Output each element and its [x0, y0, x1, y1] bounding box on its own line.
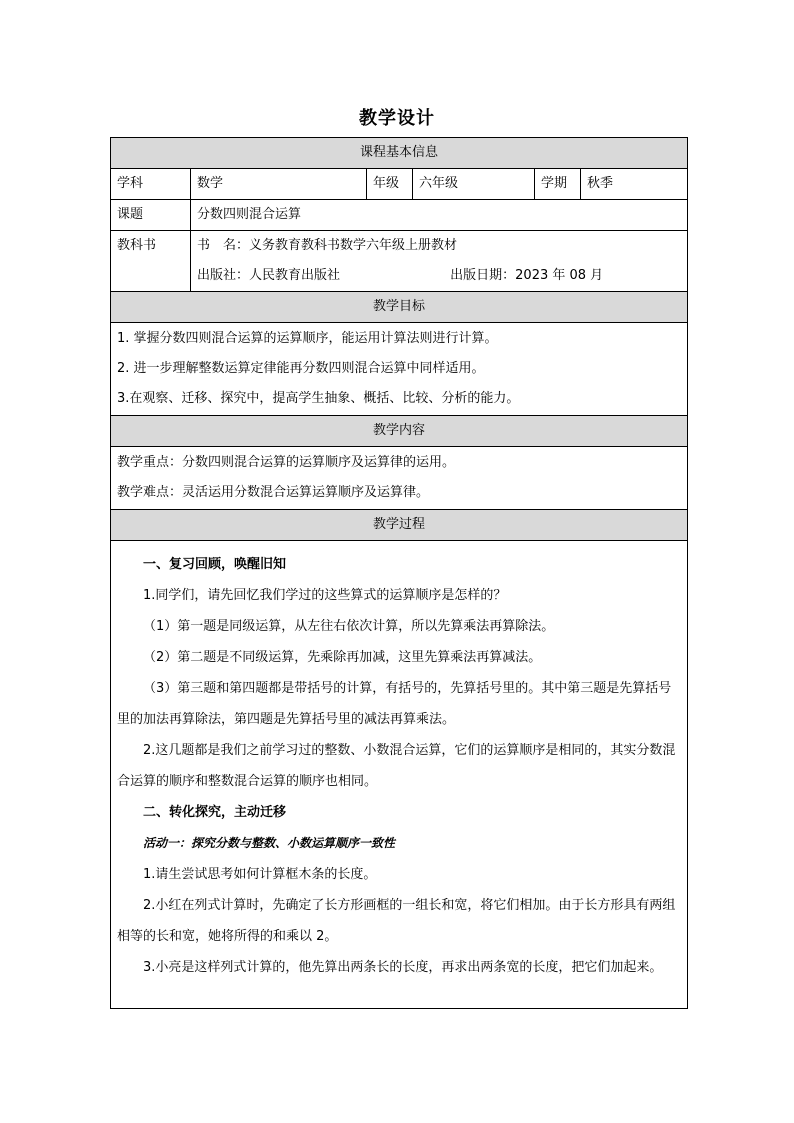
key-point: 教学重点：分数四则混合运算的运算顺序及运算律的运用。 [117, 455, 456, 470]
process-paragraph-4: （3）第三题和第四题都是带括号的计算，有括号的，先算括号里的。其中第三题是先算括号里的加法再算除法，第四题是先算括号里的减法再算乘法。 [117, 681, 672, 727]
publish-date: 出版日期：2023 年 08 月 [450, 268, 604, 283]
publisher: 出版社：人民教育出版社 [197, 268, 341, 283]
book-name: 书 名：义务教育教科书数学六年级上册教材 [197, 238, 458, 253]
section-header-basic-info: 课程基本信息 [111, 138, 688, 169]
subject-value: 数学 [191, 169, 367, 200]
process-paragraph-6: 1.请生尝试思考如何计算框木条的长度。 [143, 867, 377, 882]
term-value: 秋季 [581, 169, 688, 200]
content-cell [111, 447, 688, 510]
section-header-objectives: 教学目标 [111, 292, 688, 323]
topic-value: 分数四则混合运算 [191, 200, 688, 231]
process-cell [111, 541, 688, 1009]
objective-item-1: 1. 掌握分数四则混合运算的运算顺序，能运用计算法则进行计算。 [117, 331, 498, 346]
difficulty-point: 教学难点：灵活运用分数混合运算运算顺序及运算律。 [117, 485, 430, 500]
process-paragraph-3: （2）第二题是不同级运算，先乘除再加减，这里先算乘法再算减法。 [143, 650, 542, 665]
page-title: 教学设计 [359, 108, 435, 129]
lesson-plan-table [110, 137, 688, 1009]
publisher-row [197, 261, 681, 291]
term-label: 学期 [535, 169, 581, 200]
process-paragraph-1: 1.同学们，请先回忆我们学过的这些算式的运算顺序是怎样的？ [143, 588, 507, 603]
process-heading-1: 一、复习回顾，唤醒旧知 [143, 557, 287, 572]
objectives-cell [111, 323, 688, 416]
grade-value: 六年级 [413, 169, 535, 200]
process-paragraph-5: 2.这几题都是我们之前学习过的整数、小数混合运算，它们的运算顺序是相同的，其实分数混合运算的顺序和整数混合运算的顺序也相同。 [117, 743, 676, 789]
objective-item-3: 3.在观察、迁移、探究中，提高学生抽象、概括、比较、分析的能力。 [117, 391, 520, 406]
section-header-process: 教学过程 [111, 510, 688, 541]
process-heading-2: 二、转化探究，主动迁移 [143, 805, 287, 820]
objective-item-2: 2. 进一步理解整数运算定律能再分数四则混合运算中同样适用。 [117, 361, 485, 376]
subject-label: 学科 [111, 169, 191, 200]
grade-label: 年级 [367, 169, 413, 200]
section-header-content: 教学内容 [111, 416, 688, 447]
process-paragraph-8: 3.小亮是这样列式计算的，他先算出两条长的长度，再求出两条宽的长度，把它们加起来。 [143, 960, 663, 975]
textbook-info [191, 231, 688, 292]
activity-heading-1: 活动一：探究分数与整数、小数运算顺序一致性 [143, 836, 396, 850]
process-paragraph-2: （1）第一题是同级运算，从左往右依次计算，所以先算乘法再算除法。 [143, 619, 555, 634]
topic-label: 课题 [111, 200, 191, 231]
textbook-label: 教科书 [111, 231, 191, 292]
process-paragraph-7: 2.小红在列式计算时，先确定了长方形画框的一组长和宽，将它们相加。由于长方形具有两组相等的长和宽，她将所得的和乘以 2。 [117, 898, 676, 944]
